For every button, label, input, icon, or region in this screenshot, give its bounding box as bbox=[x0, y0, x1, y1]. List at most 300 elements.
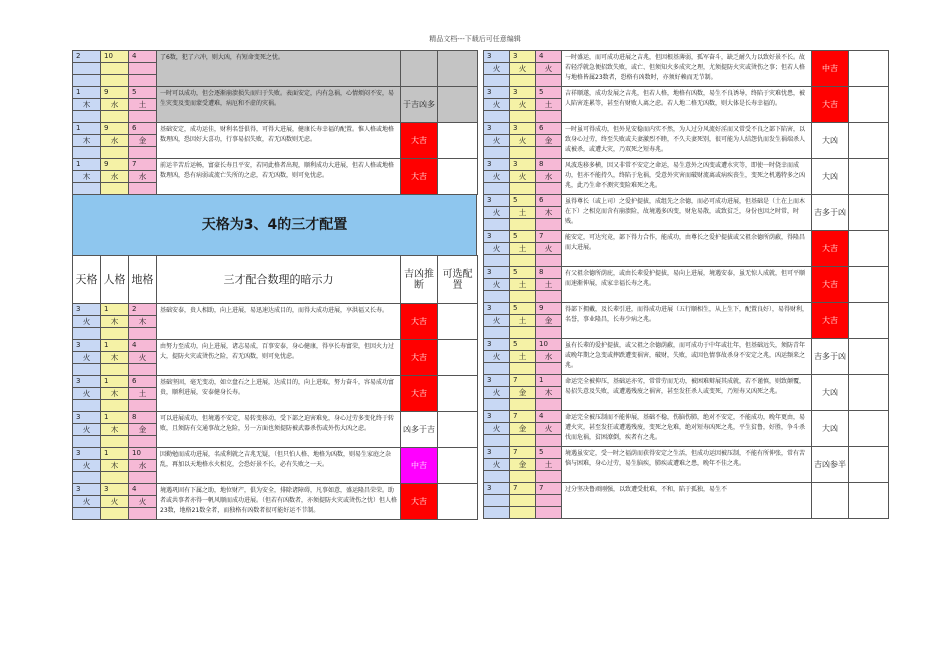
grid-sum bbox=[484, 327, 510, 339]
header-verdict: 吉凶推断 bbox=[401, 256, 438, 304]
table-row bbox=[484, 375, 889, 387]
hint-text: 得部下拥戴，及长辈引进，而得成功进展（五行顺相生，从上生下，配置良好），易得财利，名誉，事业隆昌，长寿少病之兆。 bbox=[562, 303, 812, 339]
grid-element: 火 bbox=[484, 63, 510, 75]
grid-number: 1 bbox=[101, 376, 129, 388]
verdict-cell: 吉凶参半 bbox=[812, 447, 849, 483]
grid-element: 水 bbox=[536, 171, 562, 183]
grid-element: 火 bbox=[484, 207, 510, 219]
grid-number: 5 bbox=[129, 87, 157, 99]
grid-sum bbox=[73, 328, 101, 340]
grid-sum bbox=[510, 327, 536, 339]
grid-element: 火 bbox=[536, 423, 562, 435]
table-row bbox=[484, 339, 889, 351]
grid-number: 9 bbox=[101, 159, 129, 171]
grid-sum bbox=[73, 400, 101, 412]
grid-number: 6 bbox=[129, 123, 157, 135]
grid-sum bbox=[536, 255, 562, 267]
grid-number: 5 bbox=[510, 231, 536, 243]
grid-element bbox=[510, 495, 536, 507]
section-title: 天格为3、4的三才配置 bbox=[72, 195, 477, 255]
grid-element: 水 bbox=[101, 135, 129, 147]
grid-number: 7 bbox=[510, 483, 536, 495]
hint-text: 风波迭移多横，因又非常不安定之命运，易生意外之凶变或遭水灾等，即使一时侥幸而成功，但亦不能持久，终陷于危祸，受意外灾害而破财流离或病疾丧生，变死之机遇特多之凶兆，此乃生命不测灾变险难死之兆。 bbox=[562, 159, 812, 195]
grid-number: 3 bbox=[484, 51, 510, 63]
grid-sum bbox=[536, 219, 562, 231]
grid-number: 8 bbox=[536, 159, 562, 171]
option-cell bbox=[438, 412, 478, 448]
grid-number: 1 bbox=[73, 87, 101, 99]
grid-element: 水 bbox=[101, 171, 129, 183]
verdict-cell: 大凶 bbox=[812, 375, 849, 411]
grid-number: 2 bbox=[73, 51, 101, 63]
grid-element: 金 bbox=[536, 135, 562, 147]
grid-element: 火 bbox=[536, 243, 562, 255]
grid-sum bbox=[101, 75, 129, 87]
hint-text: 因勤勉而成功进展，名成利就之吉兆无疑，（但只怕人格、地格为凶数，则易生家庭之杂乱，再加以天地格水火相克，会恐好景不长，必有失败之一天。 bbox=[157, 448, 401, 484]
grid-element bbox=[484, 495, 510, 507]
option-cell bbox=[849, 231, 889, 267]
grid-sum bbox=[536, 327, 562, 339]
grid-element: 火 bbox=[101, 496, 129, 508]
grid-element: 土 bbox=[510, 243, 536, 255]
grid-number: 1 bbox=[101, 304, 129, 316]
grid-number: 6 bbox=[536, 195, 562, 207]
grid-number: 9 bbox=[101, 123, 129, 135]
grid-sum bbox=[129, 364, 157, 376]
table-row bbox=[484, 483, 889, 495]
grid-number: 3 bbox=[484, 483, 510, 495]
left-column bbox=[72, 50, 477, 520]
hint-text: 命运完全被压制而不能伸展，基础不稳，伤脑伤肺，绝对不安定，不能成功，晚年更由，易遭火灾，甚至发狂或遭遇残废，变死之危难，绝对短寿凶死之兆，平生贫鲁，好胜，争斗杀伐而危祸，贫困潦倒，疾者有之兆。 bbox=[562, 411, 812, 447]
grid-number: 10 bbox=[129, 448, 157, 460]
verdict-cell: 大吉 bbox=[812, 267, 849, 303]
grid-sum bbox=[129, 472, 157, 484]
grid-number: 3 bbox=[484, 303, 510, 315]
hint-text: 虽得尊长（或上司）之爱护提拔，成组先之余德，而必可成功进展，但基础是（土在上而木在下）之相克而含有崩溃险，故境遇多凶变，财危易散，或致贫乏，身份也因之时常，时贱。 bbox=[562, 195, 812, 231]
grid-sum bbox=[536, 399, 562, 411]
hint-text: 虽有长辈的爱护提拔，或父祖之余德荫蔽，而可成功于中年或壮年，但基础远失，须防青年或晚年期之急变或摔跌遭变祸害，破财，失败，或因色情事故杀身不安定之兆，凶运频来之兆。 bbox=[562, 339, 812, 375]
grid-number: 3 bbox=[73, 340, 101, 352]
grid-sum bbox=[536, 363, 562, 375]
option-cell bbox=[849, 159, 889, 195]
grid-number: 3 bbox=[101, 484, 129, 496]
verdict-cell: 吉多于凶 bbox=[812, 195, 849, 231]
grid-sum bbox=[484, 75, 510, 87]
verdict-cell bbox=[401, 51, 438, 87]
grid-sum bbox=[510, 471, 536, 483]
grid-number: 1 bbox=[536, 375, 562, 387]
hint-text: 可以进展成功，但境遇不安定，易转变移动，受下部之迫害难免，身心过劳多变化终于转败，且须防有交通事故之危险，另一方面也须提防被武器杀伤或外伤大凶之虑。 bbox=[157, 412, 401, 448]
grid-sum bbox=[484, 147, 510, 159]
table-row bbox=[484, 267, 889, 279]
grid-sum bbox=[73, 364, 101, 376]
grid-sum bbox=[73, 111, 101, 123]
table-row bbox=[73, 159, 478, 171]
grid-sum bbox=[510, 219, 536, 231]
verdict-cell: 大吉 bbox=[401, 376, 438, 412]
grid-element: 木 bbox=[101, 316, 129, 328]
verdict-cell: 吉多于凶 bbox=[812, 339, 849, 375]
hint-text: 了6数，犯了六冲，则大凶，有短命变死之忧。 bbox=[157, 51, 401, 87]
grid-element: 火 bbox=[484, 99, 510, 111]
grid-number: 1 bbox=[101, 448, 129, 460]
hint-text: 境遇巩固有下属之助，地位财产，俱为安全，排除诸障碍，凡事如意，盛运隆昌荣荣。助者或共事者亦得一帆风顺而成功进展。（但若有凶数者，亦须提防火灾或烫伤之忧）但人格23数，地格21数全者，而独格有凶数者很可能好运不节制。 bbox=[157, 484, 401, 520]
option-cell bbox=[849, 303, 889, 339]
grid-element bbox=[129, 63, 157, 75]
grid-element: 火 bbox=[484, 351, 510, 363]
hint-text: 基础安定，成功运佳，财利名誉俱得，可得大进展，健康长寿幸福的配置。惟人格或地格数理凶，恐因好大喜功，行事易招失败，若无凶数则无虑。 bbox=[157, 123, 401, 159]
table-row bbox=[484, 123, 889, 135]
hint-text: 境遇虽安定，受一时之福荫而获得安定之生活，但成功运因被压制，不能有所伸张，常有苦恼与困难，身心过劳，易生脑疾，肺疾或遭难之患，晚年不佳之兆。 bbox=[562, 447, 812, 483]
hint-text: 基础坚固，毫无变动，如立盘石之上进展，达成目的，向上进取，努力奋斗，容易成功富贵，顺利进展，安泰健身长寿。 bbox=[157, 376, 401, 412]
grid-element: 火 bbox=[73, 316, 101, 328]
grid-number: 3 bbox=[73, 448, 101, 460]
grid-sum bbox=[73, 472, 101, 484]
right-column bbox=[483, 50, 888, 519]
table-row bbox=[484, 87, 889, 99]
grid-element: 水 bbox=[129, 171, 157, 183]
verdict-cell: 中吉 bbox=[812, 51, 849, 87]
verdict-cell: 大吉 bbox=[812, 87, 849, 123]
grid-sum bbox=[536, 111, 562, 123]
grid-element: 土 bbox=[129, 388, 157, 400]
table-row bbox=[484, 303, 889, 315]
grid-element: 火 bbox=[484, 279, 510, 291]
grid-sum bbox=[129, 328, 157, 340]
grid-sum bbox=[510, 147, 536, 159]
grid-element: 火 bbox=[129, 352, 157, 364]
grid-sum bbox=[510, 363, 536, 375]
grid-element: 火 bbox=[73, 352, 101, 364]
option-cell bbox=[438, 484, 478, 520]
grid-number: 5 bbox=[510, 339, 536, 351]
table-row bbox=[484, 447, 889, 459]
grid-number: 4 bbox=[129, 484, 157, 496]
grid-element bbox=[73, 63, 101, 75]
grid-element: 木 bbox=[129, 316, 157, 328]
grid-element: 土 bbox=[536, 99, 562, 111]
grid-number: 6 bbox=[536, 123, 562, 135]
grid-number: 3 bbox=[73, 304, 101, 316]
grid-number: 3 bbox=[73, 484, 101, 496]
option-cell bbox=[849, 447, 889, 483]
grid-number: 1 bbox=[73, 123, 101, 135]
grid-element: 金 bbox=[536, 315, 562, 327]
grid-sum bbox=[484, 399, 510, 411]
grid-number: 9 bbox=[101, 87, 129, 99]
grid-number: 4 bbox=[129, 340, 157, 352]
grid-element: 木 bbox=[101, 460, 129, 472]
grid-sum bbox=[73, 183, 101, 195]
grid-number: 3 bbox=[73, 412, 101, 424]
grid-element: 火 bbox=[73, 424, 101, 436]
table-row bbox=[73, 340, 478, 352]
grid-number: 7 bbox=[510, 375, 536, 387]
option-cell bbox=[849, 375, 889, 411]
grid-number: 5 bbox=[510, 195, 536, 207]
grid-element: 火 bbox=[484, 387, 510, 399]
option-cell bbox=[438, 87, 478, 123]
grid-sum bbox=[101, 436, 129, 448]
grid-sum bbox=[510, 183, 536, 195]
grid-sum bbox=[484, 363, 510, 375]
grid-sum bbox=[484, 291, 510, 303]
grid-sum bbox=[536, 147, 562, 159]
hint-text: 由努力至成功，向上进展，诸志易成，百事安泰，身心健康，得享长寿富荣，但因火力过大，提防火灾或烫伤之险，若无凶数，则可免忧虑。 bbox=[157, 340, 401, 376]
option-cell bbox=[849, 267, 889, 303]
grid-sum bbox=[484, 471, 510, 483]
table-row bbox=[484, 159, 889, 171]
grid-sum bbox=[484, 255, 510, 267]
grid-sum bbox=[101, 328, 129, 340]
grid-sum bbox=[484, 183, 510, 195]
grid-sum bbox=[73, 147, 101, 159]
grid-sum bbox=[101, 364, 129, 376]
table-row bbox=[484, 195, 889, 207]
grid-sum bbox=[484, 111, 510, 123]
grid-number: 6 bbox=[129, 376, 157, 388]
grid-element: 火 bbox=[510, 63, 536, 75]
grid-number: 3 bbox=[484, 411, 510, 423]
grid-sum bbox=[536, 75, 562, 87]
grid-element: 土 bbox=[129, 99, 157, 111]
grid-number: 3 bbox=[510, 123, 536, 135]
grid-number: 7 bbox=[510, 447, 536, 459]
verdict-cell: 中吉 bbox=[401, 448, 438, 484]
grid-sum bbox=[510, 435, 536, 447]
grid-sum bbox=[510, 291, 536, 303]
table-row bbox=[73, 304, 478, 316]
grid-element: 金 bbox=[129, 424, 157, 436]
grid-element: 木 bbox=[536, 387, 562, 399]
grid-sum bbox=[73, 436, 101, 448]
grid-sum bbox=[484, 435, 510, 447]
hint-text: 前运辛苦后运畅，富豪长寿且平安，若同此格者出现，顺利成功大进展，但若人格或地格数理凶，恐有病弱或流亡失所的之虑，若无凶数，则可免忧虑。 bbox=[157, 159, 401, 195]
option-cell bbox=[849, 339, 889, 375]
grid-number: 5 bbox=[510, 267, 536, 279]
option-cell bbox=[849, 87, 889, 123]
verdict-cell: 大凶 bbox=[812, 159, 849, 195]
grid-element: 土 bbox=[510, 279, 536, 291]
option-cell bbox=[438, 448, 478, 484]
table-row bbox=[73, 412, 478, 424]
grid-sum bbox=[129, 508, 157, 520]
grid-element: 木 bbox=[73, 135, 101, 147]
grid-sum bbox=[101, 400, 129, 412]
verdict-cell: 大吉 bbox=[401, 304, 438, 340]
table-row bbox=[484, 411, 889, 423]
grid-number: 5 bbox=[510, 303, 536, 315]
grid-number: 8 bbox=[129, 412, 157, 424]
left-bottom-table bbox=[72, 255, 478, 520]
grid-number: 3 bbox=[484, 267, 510, 279]
grid-sum bbox=[484, 219, 510, 231]
grid-number: 7 bbox=[536, 231, 562, 243]
table-row bbox=[484, 51, 889, 63]
option-cell bbox=[438, 123, 478, 159]
hint-text: 一时虽可得成功，但外见安稳而内实不然，为人过分风流好淫而又常受不良之部下陷害，以致身心过劳，终至失败或夫妻激烈不睦，不久夫妻死别，很可能为人结怨仇而发生祸端杀人或被杀，或遭大灾，乃双死之短寿兆。 bbox=[562, 123, 812, 159]
option-cell bbox=[438, 340, 478, 376]
grid-sum bbox=[510, 75, 536, 87]
header-tian: 天格 bbox=[73, 256, 101, 304]
grid-element: 木 bbox=[101, 388, 129, 400]
grid-number: 3 bbox=[510, 87, 536, 99]
grid-sum bbox=[129, 400, 157, 412]
grid-number: 8 bbox=[536, 267, 562, 279]
hint-text: 吉祥顺遂，成功发展之吉兆，但若人格，地格有凶数，易生不良诱导，终陷于灾难忧患，被人陷害连累等，甚至有财败人离之虑。若人地二格无凶数，则大体是长寿幸福的。 bbox=[562, 87, 812, 123]
grid-sum bbox=[536, 507, 562, 519]
grid-number: 3 bbox=[484, 375, 510, 387]
grid-element: 火 bbox=[484, 423, 510, 435]
grid-element: 木 bbox=[101, 352, 129, 364]
grid-number: 1 bbox=[101, 412, 129, 424]
grid-number: 7 bbox=[536, 483, 562, 495]
grid-number: 4 bbox=[129, 51, 157, 63]
grid-element: 土 bbox=[510, 207, 536, 219]
grid-number: 3 bbox=[484, 339, 510, 351]
grid-sum bbox=[536, 471, 562, 483]
grid-number: 2 bbox=[129, 304, 157, 316]
grid-element: 水 bbox=[536, 351, 562, 363]
table-row bbox=[73, 376, 478, 388]
grid-sum bbox=[510, 507, 536, 519]
grid-sum bbox=[129, 147, 157, 159]
grid-element: 火 bbox=[484, 171, 510, 183]
option-cell bbox=[849, 411, 889, 447]
grid-sum bbox=[101, 111, 129, 123]
grid-number: 1 bbox=[73, 159, 101, 171]
table-row bbox=[73, 448, 478, 460]
verdict-cell bbox=[812, 483, 849, 519]
grid-number: 3 bbox=[484, 159, 510, 171]
grid-sum bbox=[536, 183, 562, 195]
grid-number: 5 bbox=[536, 447, 562, 459]
grid-element: 火 bbox=[484, 315, 510, 327]
verdict-cell: 凶多于吉 bbox=[401, 412, 438, 448]
option-cell bbox=[849, 51, 889, 87]
grid-sum bbox=[510, 255, 536, 267]
option-cell bbox=[438, 304, 478, 340]
right-table bbox=[483, 50, 889, 519]
grid-element: 木 bbox=[101, 424, 129, 436]
table-row bbox=[73, 123, 478, 135]
hint-text: 一时盛运，而可成功进展之吉兆，但因根基薄弱，孤军奋斗，缺乏耐久力以致好景不长。故若轻浮就急便招致失败，或亡、但须知火多成灾之理，尤须提防火灾或烫伤之事；但若人格与地格皆属23数者，恐格有凶数时，亦须好赖而无节制。 bbox=[562, 51, 812, 87]
grid-number: 4 bbox=[536, 411, 562, 423]
grid-sum bbox=[101, 183, 129, 195]
grid-sum bbox=[510, 399, 536, 411]
hint-text: 有父祖余德所荫庇，或由长辈爱护提拔，易向上进展，境遇安泰，虽无惊人成就，但可平顺而速渐伸展，成家幸福长寿之兆。 bbox=[562, 267, 812, 303]
verdict-cell: 大吉 bbox=[401, 159, 438, 195]
option-cell bbox=[438, 376, 478, 412]
option-cell bbox=[849, 123, 889, 159]
grid-sum bbox=[536, 435, 562, 447]
verdict-cell: 大吉 bbox=[812, 231, 849, 267]
grid-element: 土 bbox=[536, 459, 562, 471]
verdict-cell: 大吉 bbox=[812, 303, 849, 339]
table-row bbox=[73, 87, 478, 99]
header-option: 可选配置 bbox=[438, 256, 478, 304]
grid-sum bbox=[129, 436, 157, 448]
grid-sum bbox=[510, 111, 536, 123]
grid-number: 3 bbox=[484, 87, 510, 99]
table-row bbox=[73, 51, 478, 63]
grid-number: 3 bbox=[484, 195, 510, 207]
grid-sum bbox=[129, 75, 157, 87]
grid-number: 9 bbox=[536, 303, 562, 315]
grid-element: 水 bbox=[129, 460, 157, 472]
grid-sum bbox=[101, 147, 129, 159]
grid-sum bbox=[73, 508, 101, 520]
grid-number: 5 bbox=[536, 87, 562, 99]
option-cell bbox=[438, 159, 478, 195]
grid-element: 火 bbox=[510, 135, 536, 147]
grid-sum bbox=[101, 508, 129, 520]
grid-element: 金 bbox=[129, 135, 157, 147]
grid-element: 火 bbox=[73, 496, 101, 508]
grid-element: 火 bbox=[484, 459, 510, 471]
grid-element: 火 bbox=[484, 135, 510, 147]
table-header-row bbox=[73, 256, 478, 304]
grid-element: 火 bbox=[510, 99, 536, 111]
grid-element: 土 bbox=[510, 315, 536, 327]
grid-sum bbox=[129, 111, 157, 123]
hint-text: 基础安泰，贵人相助，向上进展，易迅速达成目的，而得大成功进展，享洪福又长寿。 bbox=[157, 304, 401, 340]
grid-element: 土 bbox=[536, 279, 562, 291]
grid-element: 金 bbox=[510, 423, 536, 435]
grid-sum bbox=[536, 291, 562, 303]
page-header: 精品文档---下载后可任意编辑 bbox=[429, 35, 521, 43]
grid-number: 3 bbox=[484, 447, 510, 459]
grid-number: 3 bbox=[510, 159, 536, 171]
grid-element: 火 bbox=[73, 460, 101, 472]
table-row bbox=[484, 231, 889, 243]
grid-number: 3 bbox=[73, 376, 101, 388]
grid-element: 木 bbox=[536, 207, 562, 219]
grid-number: 10 bbox=[101, 51, 129, 63]
grid-element: 水 bbox=[101, 99, 129, 111]
grid-element: 木 bbox=[73, 99, 101, 111]
grid-sum bbox=[129, 183, 157, 195]
grid-element: 金 bbox=[510, 387, 536, 399]
grid-number: 3 bbox=[510, 51, 536, 63]
grid-number: 4 bbox=[536, 51, 562, 63]
option-cell bbox=[849, 483, 889, 519]
grid-number: 3 bbox=[484, 231, 510, 243]
grid-sum bbox=[73, 75, 101, 87]
grid-element: 土 bbox=[510, 351, 536, 363]
grid-number: 3 bbox=[484, 123, 510, 135]
grid-element bbox=[101, 63, 129, 75]
option-cell bbox=[438, 51, 478, 87]
grid-number: 7 bbox=[510, 411, 536, 423]
header-hint: 三才配合数理的暗示力 bbox=[157, 256, 401, 304]
grid-number: 10 bbox=[536, 339, 562, 351]
verdict-cell: 大吉 bbox=[401, 484, 438, 520]
left-top-table bbox=[72, 50, 478, 195]
table-row bbox=[73, 484, 478, 496]
verdict-cell: 于吉凶多 bbox=[401, 87, 438, 123]
hint-text: 能安定，可达究竟，部下得力合作，能成功，由尊长之爱护提拔或父祖余德所荫蔽，得隆昌而大进展。 bbox=[562, 231, 812, 267]
grid-sum bbox=[484, 507, 510, 519]
header-ren: 人格 bbox=[101, 256, 129, 304]
grid-element: 火 bbox=[510, 171, 536, 183]
header-di: 地格 bbox=[129, 256, 157, 304]
grid-element: 火 bbox=[73, 388, 101, 400]
verdict-cell: 大吉 bbox=[401, 340, 438, 376]
grid-number: 1 bbox=[101, 340, 129, 352]
hint-text: 命运完全被抑压，基础运亦劣，常常劳而无功，被困难辩展其成就，若不谨慎，则致颠覆，易招失意及失败，或遭遇残废之祸害，甚至发狂杀人或变死，乃短寿又凶死之兆。 bbox=[562, 375, 812, 411]
grid-element: 火 bbox=[129, 496, 157, 508]
